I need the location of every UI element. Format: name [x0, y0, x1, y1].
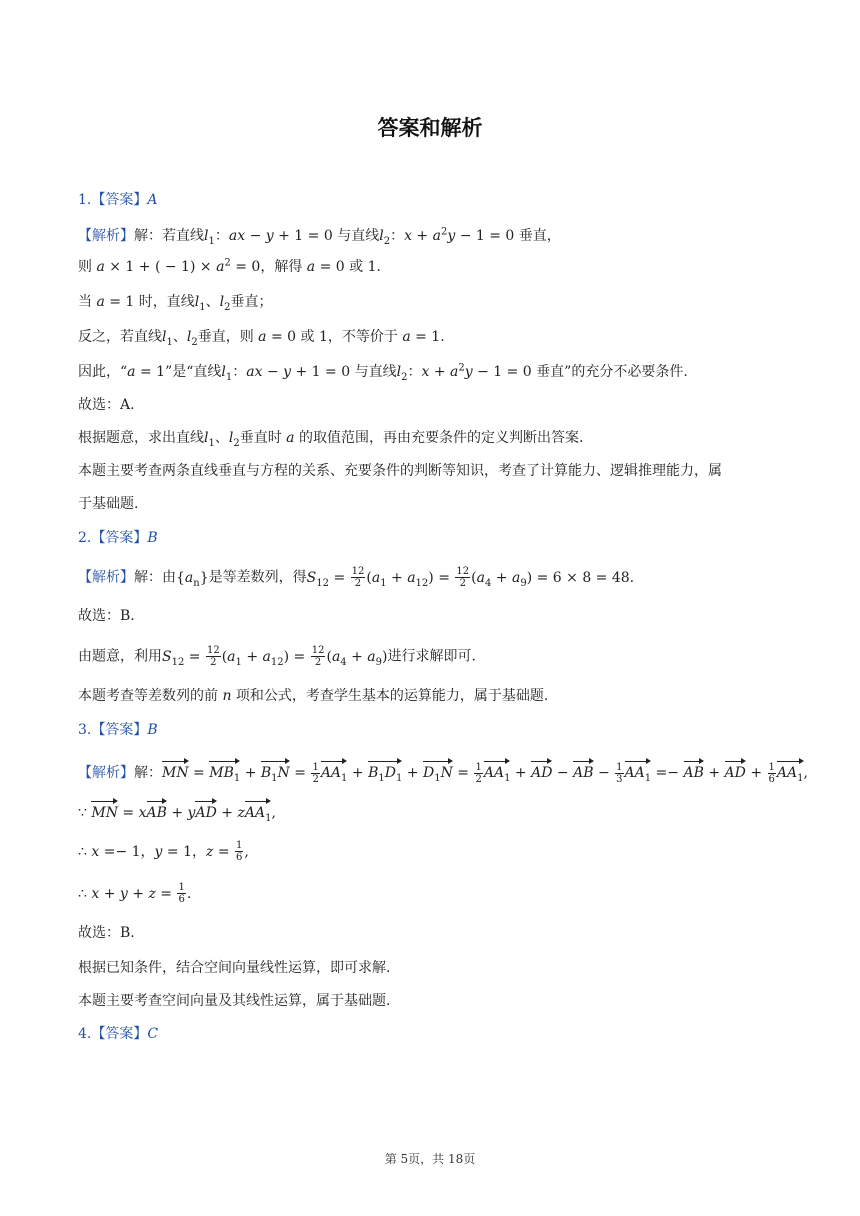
equation-l2: $l_2$：$x + a^2y - 1 = 0$ — [379, 226, 515, 247]
q1-method-line: 根据题意，求出直线$l_1$、$l_2$垂直时 a 的取值范围，再由充要条件的定义判断出答案. — [78, 430, 584, 449]
q3-analysis-line-3: ∴ x =− 1，y = 1，z = $\frac{1}{6}$ , — [78, 840, 249, 863]
q1-conclusion: 故选：A. — [78, 397, 135, 413]
q1-analysis-line-5: 因此，“a = 1”是“直线$l_1$：ax − y + 1 = 0 与直线$l_2$：$x + a^2y - 1 = 0$ 垂直”的充分不必要条件. — [78, 362, 688, 383]
q1-analysis-line-3: 当 a = 1 时，直线$l_1$、$l_2$垂直； — [78, 294, 273, 313]
answer-label: 【答案】 — [91, 192, 148, 208]
vector-equation: MN = $MB_1 + B_1N$ = $\frac{1}{2}$ $AA_1 + B_1D_1 + D_1N$ = $\frac{1}{2}$ $AA_1$ + AD − AB − $\frac{1}{3}$ $AA_1$ =− AB + AD + $\frac{1}{6}$ $AA_1$, — [162, 761, 808, 785]
q1-comment-line-1: 本题主要考查两条直线垂直与方程的关系、充要条件的判断等知识，考查了计算能力、逻辑推理能力，属 — [78, 463, 722, 479]
q2-method-line: 由题意，利用$S_{12}$ = $\frac{12}{2}$ $(a_1 + a_{12})$ = $\frac{12}{2}$ $(a_4 + a_9)$进行求解即可. — [78, 645, 476, 668]
q4-answer: C — [147, 1026, 159, 1042]
q1-comment-line-2: 于基础题. — [78, 496, 139, 512]
q1-number: 1. — [78, 192, 92, 208]
q3-analysis-line-1: 【解析】解：MN = $MB_1 + B_1N$ = $\frac{1}{2}$ $AA_1 + B_1D_1 + D_1N$ = $\frac{1}{2}$ $AA_1$ + AD − AB − $\frac{1}{3}$ $AA_1$ =− AB + AD + $\frac{1}{6}$ $AA_1$, — [78, 761, 808, 785]
q3-analysis-line-4: ∴ x + y + z = $\frac{1}{6}$ . — [78, 882, 192, 905]
equation-product: a × 1 + ( − $1) \times a^2 = 0$ — [96, 257, 261, 275]
q4-number: 4. — [78, 1026, 92, 1042]
q1-answer: A — [147, 192, 158, 208]
q1-analysis-line-1: 【解析】解：若直线$l_1$：ax − y + 1 = 0 与直线$l_2$：$x + a^2y - 1 = 0$ 垂直， — [78, 226, 561, 247]
q2-conclusion: 故选：B. — [78, 608, 135, 624]
q1-analysis-line-4: 反之，若直线$l_1$、$l_2$垂直，则 a = 0 或 1，不等价于 a = 1. — [78, 329, 445, 348]
q1-analysis-line-2: 则 a × 1 + ( − $1) \times a^2 = 0$，解得 a = 0 或 1. — [78, 257, 381, 275]
q1-answer-line — [78, 190, 157, 210]
q2-answer-line: 2.【答案】B — [78, 530, 158, 546]
q4-answer-line: 4.【答案】C — [78, 1026, 159, 1042]
q2-number: 2. — [78, 530, 92, 546]
q3-method-line: 根据已知条件，结合空间向量线性运算，即可求解. — [78, 960, 391, 976]
q3-analysis-line-2: ∵ MN = xAB + yAD + zAA$_1$, — [78, 800, 276, 823]
q2-answer: B — [147, 530, 158, 546]
q3-comment-line: 本题主要考查空间向量及其线性运算，属于基础题. — [78, 993, 391, 1009]
q3-answer: B — [147, 722, 158, 738]
analysis-label: 【解析】 — [78, 228, 134, 244]
q2-analysis-line-1: 【解析】解：由$\{a_n\}$是等差数列，得$S_{12}$ = $\frac{12}{2}$ $(a_1 + a_{12})$ = $\frac{12}{2}$ $(a_4 + a_9) = 6 \times 8 = 48$. — [78, 566, 635, 589]
q3-number: 3. — [78, 722, 92, 738]
q3-conclusion: 故选：B. — [78, 925, 135, 941]
q2-comment-line: 本题考查等差数列的前 n 项和公式，考查学生基本的运算能力，属于基础题. — [78, 688, 549, 704]
equation-s12: $S_{12}$ = $\frac{12}{2}$ $(a_1 + a_{12})$ = $\frac{12}{2}$ $(a_4 + a_9) = 6 \times 8 = 48$. — [306, 566, 635, 589]
page-footer: 第 5页，共 18页 — [384, 1152, 476, 1166]
q3-answer-line: 3.【答案】B — [78, 722, 158, 738]
page-title: 答案和解析 — [377, 116, 483, 140]
equation-l1: $l_1$：ax − y + 1 = 0 — [204, 228, 333, 247]
